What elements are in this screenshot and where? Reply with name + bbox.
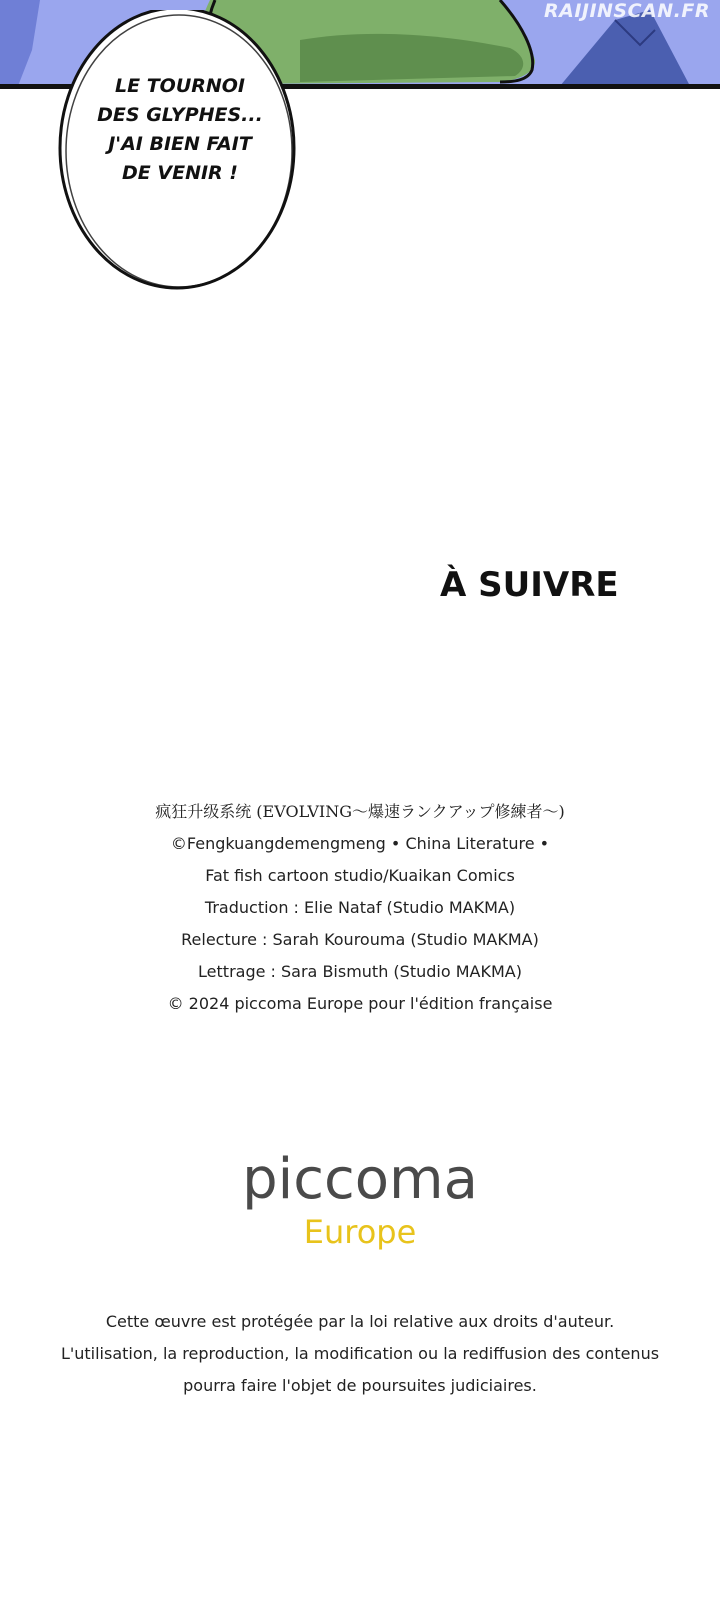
credit-line-proofreading: Relecture : Sarah Kourouma (Studio MAKMA) [181,930,539,949]
copyright-notice [20,1306,700,1402]
speech-bubble [54,10,304,300]
credit-line-title: 疯狂升级系统 (EVOLVING〜爆速ランクアップ修練者〜) [155,802,565,821]
speech-line: DES GLYPHES... [97,104,263,126]
credit-line-copyright: ©Fengkuangdemengmeng • China Literature • [170,834,550,853]
piccoma-europe-logo [210,1147,510,1252]
credit-line-edition: © 2024 piccoma Europe pour l'édition française [167,994,553,1013]
to-be-continued-label: À SUIVRE [440,565,619,605]
credit-line-lettering: Lettrage : Sara Bismuth (Studio MAKMA) [198,962,522,981]
speech-line: DE VENIR ! [122,162,238,184]
credit-line-studio: Fat fish cartoon studio/Kuaikan Comics [205,866,515,885]
watermark-text: RAIJINSCAN.FR [543,0,710,22]
speech-bubble-text [90,72,270,188]
speech-line: LE TOURNOI [115,75,245,97]
speech-line: J'AI BIEN FAIT [108,133,252,155]
logo-region: Europe [303,1213,417,1251]
logo-name: piccoma [242,1147,478,1212]
notice-line: L'utilisation, la reproduction, la modification ou la rediffusion des contenus [60,1344,660,1363]
notice-line: Cette œuvre est protégée par la loi relative aux droits d'auteur. [105,1312,615,1331]
credits-list [60,796,660,1020]
credit-line-translation: Traduction : Elie Nataf (Studio MAKMA) [204,898,516,917]
notice-line: pourra faire l'objet de poursuites judiciaires. [183,1376,537,1395]
